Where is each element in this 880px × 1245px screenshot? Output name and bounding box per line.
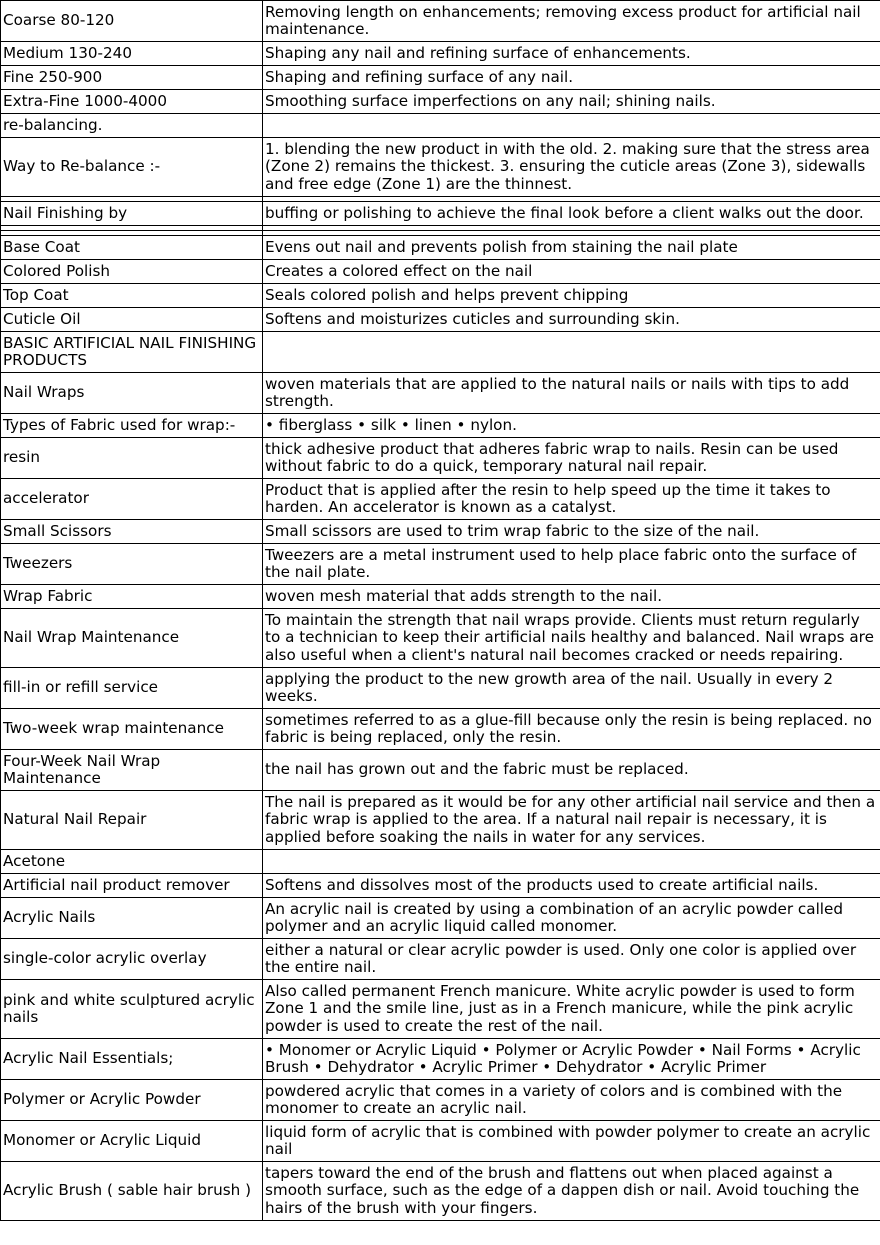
definition-cell: Evens out nail and prevents polish from staining the nail plate — [263, 236, 880, 260]
table-row — [1, 332, 880, 373]
definition-cell — [263, 332, 880, 373]
term-cell: Nail Finishing by — [1, 202, 263, 226]
definition-cell: Removing length on enhancements; removing excess product for artificial nail maintenance. — [263, 1, 880, 42]
definition-cell: The nail is prepared as it would be for any other artificial nail service and then a fabric wrap is applied to the area. If a natural nail repair is necessary, it is applied before soaking the nails in water for any services. — [263, 791, 880, 850]
definition-cell: either a natural or clear acrylic powder is used. Only one color is applied over the entire nail. — [263, 939, 880, 980]
table-row — [1, 66, 880, 90]
table-row — [1, 1, 880, 42]
definition-cell: • fiberglass • silk • linen • nylon. — [263, 414, 880, 438]
table-row — [1, 308, 880, 332]
table-row — [1, 874, 880, 898]
definition-cell — [263, 850, 880, 874]
definition-cell: Shaping and refining surface of any nail. — [263, 66, 880, 90]
definition-cell: sometimes referred to as a glue-fill because only the resin is being replaced. no fabric is being replaced, only the resin. — [263, 709, 880, 750]
definition-cell: woven materials that are applied to the natural nails or nails with tips to add strength. — [263, 373, 880, 414]
term-cell: Acrylic Brush ( sable hair brush ) — [1, 1162, 263, 1221]
term-cell: Small Scissors — [1, 520, 263, 544]
term-cell: Top Coat — [1, 284, 263, 308]
definition-cell: applying the product to the new growth area of the nail. Usually in every 2 weeks. — [263, 668, 880, 709]
term-cell: Acrylic Nail Essentials; — [1, 1039, 263, 1080]
term-cell: Four-Week Nail Wrap Maintenance — [1, 750, 263, 791]
table-row — [1, 898, 880, 939]
table-row — [1, 609, 880, 668]
table-row — [1, 414, 880, 438]
term-cell: Tweezers — [1, 544, 263, 585]
table-row — [1, 236, 880, 260]
term-cell: Types of Fabric used for wrap:- — [1, 414, 263, 438]
table-row — [1, 1121, 880, 1162]
table-row — [1, 479, 880, 520]
table-row — [1, 42, 880, 66]
term-cell: Medium 130-240 — [1, 42, 263, 66]
term-cell: Polymer or Acrylic Powder — [1, 1080, 263, 1121]
term-cell: BASIC ARTIFICIAL NAIL FINISHING PRODUCTS — [1, 332, 263, 373]
table-row — [1, 520, 880, 544]
table-row — [1, 791, 880, 850]
definition-cell: the nail has grown out and the fabric must be replaced. — [263, 750, 880, 791]
table-row — [1, 544, 880, 585]
definition-cell: liquid form of acrylic that is combined with powder polymer to create an acrylic nail — [263, 1121, 880, 1162]
definition-cell: An acrylic nail is created by using a combination of an acrylic powder called polymer and an acrylic liquid called monomer. — [263, 898, 880, 939]
definition-cell: Softens and moisturizes cuticles and surrounding skin. — [263, 308, 880, 332]
term-cell: Base Coat — [1, 236, 263, 260]
definition-cell: Small scissors are used to trim wrap fabric to the size of the nail. — [263, 520, 880, 544]
definition-cell: powdered acrylic that comes in a variety of colors and is combined with the monomer to create an acrylic nail. — [263, 1080, 880, 1121]
definition-cell: tapers toward the end of the brush and flattens out when placed against a smooth surface, such as the edge of a dappen dish or nail. Avoid touching the hairs of the brush with your fingers. — [263, 1162, 880, 1221]
table-row — [1, 138, 880, 197]
definition-cell: Creates a colored effect on the nail — [263, 260, 880, 284]
definition-cell: Smoothing surface imperfections on any nail; shining nails. — [263, 90, 880, 114]
definition-cell: thick adhesive product that adheres fabric wrap to nails. Resin can be used without fabric to do a quick, temporary natural nail repair. — [263, 438, 880, 479]
table-row — [1, 373, 880, 414]
term-cell: Natural Nail Repair — [1, 791, 263, 850]
table-row — [1, 668, 880, 709]
term-cell: resin — [1, 438, 263, 479]
table-row — [1, 438, 880, 479]
term-cell: Artificial nail product remover — [1, 874, 263, 898]
table-row — [1, 850, 880, 874]
term-cell: Cuticle Oil — [1, 308, 263, 332]
definition-cell: Tweezers are a metal instrument used to help place fabric onto the surface of the nail plate. — [263, 544, 880, 585]
definition-cell: Shaping any nail and refining surface of enhancements. — [263, 42, 880, 66]
definition-cell: To maintain the strength that nail wraps provide. Clients must return regularly to a technician to keep their artificial nails healthy and balanced. Nail wraps are also useful when a client's natural nail becomes cracked or needs repairing. — [263, 609, 880, 668]
term-cell: Acrylic Nails — [1, 898, 263, 939]
definition-cell: Also called permanent French manicure. White acrylic powder is used to form Zone 1 and the smile line, just as in a French manicure, while the pink acrylic powder is used to create the rest of the nail. — [263, 980, 880, 1039]
term-cell: Nail Wrap Maintenance — [1, 609, 263, 668]
term-cell: accelerator — [1, 479, 263, 520]
term-cell: Coarse 80-120 — [1, 1, 263, 42]
definition-cell: Product that is applied after the resin to help speed up the time it takes to harden. An accelerator is known as a catalyst. — [263, 479, 880, 520]
term-cell: Fine 250-900 — [1, 66, 263, 90]
definition-cell: • Monomer or Acrylic Liquid • Polymer or Acrylic Powder • Nail Forms • Acrylic Brush • Dehydrator • Acrylic Primer • Dehydrator • Acrylic Primer — [263, 1039, 880, 1080]
table-row — [1, 750, 880, 791]
term-cell: pink and white sculptured acrylic nails — [1, 980, 263, 1039]
table-row — [1, 939, 880, 980]
definition-cell: Softens and dissolves most of the products used to create artificial nails. — [263, 874, 880, 898]
term-cell: fill-in or refill service — [1, 668, 263, 709]
term-cell: Monomer or Acrylic Liquid — [1, 1121, 263, 1162]
definition-cell — [263, 114, 880, 138]
definition-cell: buffing or polishing to achieve the final look before a client walks out the door. — [263, 202, 880, 226]
term-cell: Way to Re-balance :- — [1, 138, 263, 197]
definition-cell: woven mesh material that adds strength to the nail. — [263, 585, 880, 609]
definition-cell: 1. blending the new product in with the old. 2. making sure that the stress area (Zone 2) remains the thickest. 3. ensuring the cuticle areas (Zone 3), sidewalls and free edge (Zone 1) are the thinnest. — [263, 138, 880, 197]
term-cell: Acetone — [1, 850, 263, 874]
term-cell: Nail Wraps — [1, 373, 263, 414]
table-row — [1, 980, 880, 1039]
table-row — [1, 1162, 880, 1221]
table-row — [1, 284, 880, 308]
definition-cell: Seals colored polish and helps prevent chipping — [263, 284, 880, 308]
table-row — [1, 114, 880, 138]
term-cell: re-balancing. — [1, 114, 263, 138]
term-cell: Colored Polish — [1, 260, 263, 284]
table-row — [1, 202, 880, 226]
table-row — [1, 90, 880, 114]
term-cell: Extra-Fine 1000-4000 — [1, 90, 263, 114]
table-row — [1, 1039, 880, 1080]
table-row — [1, 1080, 880, 1121]
term-cell: Two-week wrap maintenance — [1, 709, 263, 750]
table-row — [1, 709, 880, 750]
term-cell: Wrap Fabric — [1, 585, 263, 609]
term-cell: single-color acrylic overlay — [1, 939, 263, 980]
table-row — [1, 260, 880, 284]
table-row — [1, 585, 880, 609]
